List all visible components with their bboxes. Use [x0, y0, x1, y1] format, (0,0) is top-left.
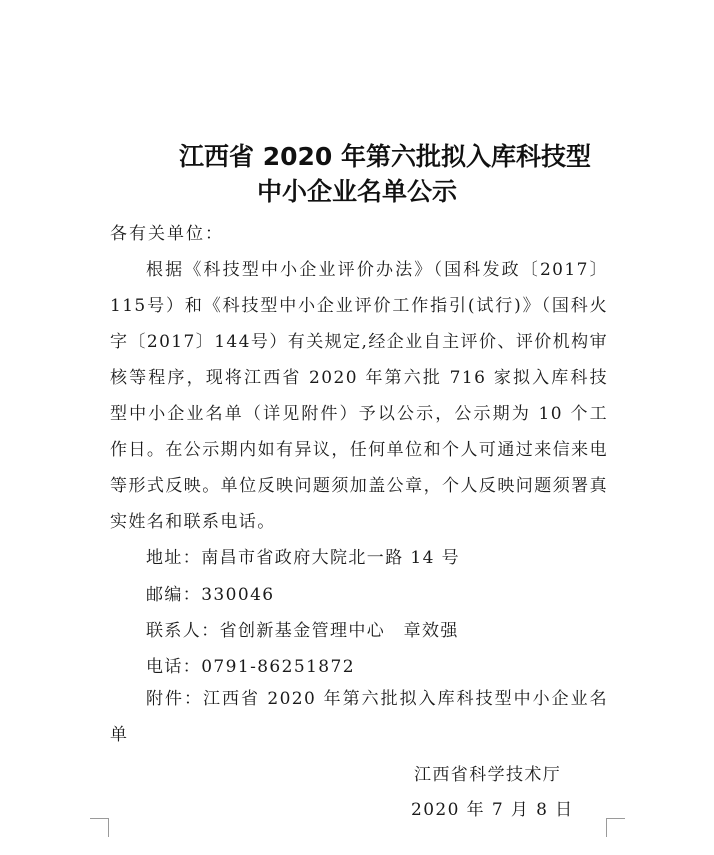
document-title-line-2: 中小企业名单公示: [256, 177, 457, 206]
postcode-line: 邮编：330046: [146, 585, 275, 605]
salutation: 各有关单位：: [110, 224, 224, 244]
phone-line: 电话：0791-86251872: [146, 657, 355, 677]
page-corner-mark-right: [606, 818, 625, 837]
page-corner-mark-left: [90, 818, 109, 837]
attachment-line: 附件：江西省 2020 年第六批拟入库科技型中小企业名单: [110, 689, 608, 745]
signature-date: 2020 年 7 月 8 日: [411, 800, 574, 820]
body-paragraph: 根据《科技型中小企业评价办法》（国科发政〔2017〕115号）和《科技型中小企业评价工作指引(试行)》（国科火字〔2017〕144号）有关规定,经企业自主评价、评价机构审核等程序，现将江西省 2020 年第六批 716 家拟入库科技型中小企业名单（详见附件）予以公示，公示期为 10 个工作日。在公示期内如有异议，任何单位和个人可通过来信来电等形式反映。单位反映问题须加盖公章，个人反映问题须署真实姓名和联系电话。: [110, 260, 608, 532]
contact-line: 联系人：省创新基金管理中心 章效强: [146, 621, 459, 641]
signature-organization: 江西省科学技术厅: [414, 765, 562, 785]
address-line: 地址：南昌市省政府大院北一路 14 号: [146, 548, 461, 568]
document-title-line-1: 江西省 2020 年第六批拟入库科技型: [179, 142, 591, 171]
